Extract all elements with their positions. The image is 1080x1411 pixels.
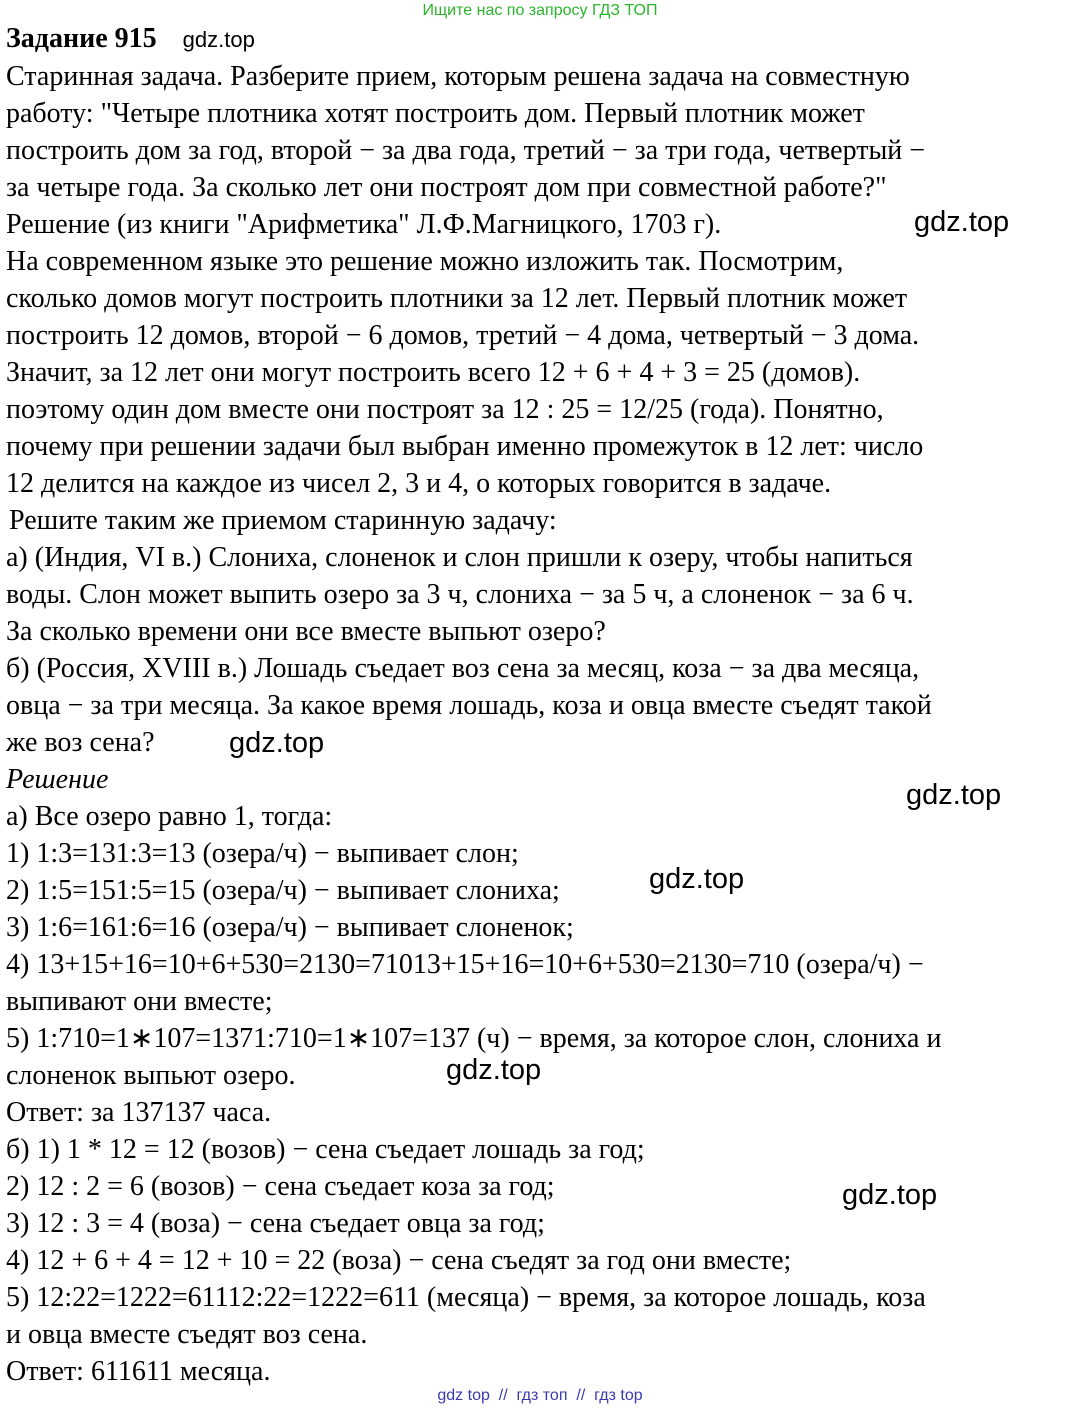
title-row	[6, 20, 255, 58]
text-line: б) (Россия, XVIII в.) Лошадь съедает воз сена за месяц, коза − за два месяца,	[6, 653, 920, 684]
search-hint-link[interactable]: Ищите нас по запросу ГДЗ ТОП	[422, 2, 658, 19]
text-line: построить дом за год, второй − за два года, третий − за три года, четвертый −	[6, 135, 926, 166]
text-line: слоненок выпьют озеро.	[6, 1060, 296, 1091]
page-title: Задание 915	[6, 23, 157, 54]
text-line: За сколько времени они все вместе выпьют озеро?	[6, 616, 606, 647]
text-line: же воз сена?	[6, 727, 155, 758]
text-line: 12 делится на каждое из чисел 2, 3 и 4, о которых говорится в задаче.	[6, 468, 832, 499]
text-line: б) 1) 1 * 12 = 12 (возов) − сена съедает лошадь за год;	[6, 1134, 645, 1165]
text-line: Значит, за 12 лет они могут построить всего 12 + 6 + 4 + 3 = 25 (домов).	[6, 357, 861, 388]
text-line: 3) 1:6=161:6=16 (озера/ч) − выпивает слоненок;	[6, 912, 574, 943]
text-line: почему при решении задачи был выбран именно промежуток в 12 лет: число	[6, 431, 924, 462]
text-line: 5) 1:710=1∗107=1371:710=1∗107=137 (ч) − время, за которое слон, слониха и	[6, 1023, 942, 1054]
text-line: 4) 13+15+16=10+6+530=2130=71013+15+16=10+6+530=2130=710 (озера/ч) −	[6, 949, 924, 980]
solution-heading: Решение	[6, 764, 109, 795]
text-line: 4) 12 + 6 + 4 = 12 + 10 = 22 (воза) − сена съедят за год они вместе;	[6, 1245, 792, 1276]
watermark-text: gdz.top	[446, 1054, 542, 1086]
text-line: Решите таким же приемом старинную задачу:	[9, 505, 557, 536]
watermark-text: gdz.top	[906, 779, 1002, 811]
answer-line: Ответ: 611611 месяца.	[6, 1356, 271, 1387]
text-line: 5) 12:22=1222=61112:22=1222=611 (месяца) − время, за которое лошадь, коза	[6, 1282, 926, 1313]
text-line: поэтому один дом вместе они построят за 12 : 25 = 12/25 (года). Понятно,	[6, 394, 884, 425]
answer-line: Ответ: за 137137 часа.	[6, 1097, 272, 1128]
text-line: за четыре года. За сколько лет они построят дом при совместной работе?"	[6, 172, 887, 203]
text-line: а) Все озеро равно 1, тогда:	[6, 801, 333, 832]
text-line: воды. Слон может выпить озеро за 3 ч, слониха − за 5 ч, а слоненок − за 6 ч.	[6, 579, 914, 610]
text-line: сколько домов могут построить плотники за 12 лет. Первый плотник может	[6, 283, 908, 314]
text-line: 3) 12 : 3 = 4 (воза) − сена съедает овца за год;	[6, 1208, 545, 1239]
watermark-text: gdz.top	[649, 863, 745, 895]
watermark-text: gdz.top	[914, 206, 1010, 238]
title-watermark: gdz.top	[182, 27, 255, 52]
text-line: а) (Индия, VI в.) Слониха, слоненок и слон пришли к озеру, чтобы напиться	[6, 542, 913, 573]
text-line: На современном языке это решение можно изложить так. Посмотрим,	[6, 246, 844, 277]
text-line: Решение (из книги "Арифметика" Л.Ф.Магницкого, 1703 г).	[6, 209, 722, 240]
watermark-text: gdz.top	[229, 727, 325, 759]
text-line: 1) 1:3=131:3=13 (озера/ч) − выпивает слон;	[6, 838, 519, 869]
text-line: построить 12 домов, второй − 6 домов, третий − 4 дома, четвертый − 3 дома.	[6, 320, 920, 351]
text-line: работу: "Четыре плотника хотят построить дом. Первый плотник может	[6, 98, 865, 129]
text-line: и овца вместе съедят воз сена.	[6, 1319, 368, 1350]
footer-links[interactable]: gdz top // гдз топ // гдз top	[437, 1387, 643, 1404]
text-line: 2) 12 : 2 = 6 (возов) − сена съедает коза за год;	[6, 1171, 555, 1202]
watermark-text: gdz.top	[842, 1179, 938, 1211]
text-line: 2) 1:5=151:5=15 (озера/ч) − выпивает слониха;	[6, 875, 560, 906]
text-line: выпивают они вместе;	[6, 986, 273, 1017]
text-line: Старинная задача. Разберите прием, которым решена задача на совместную	[6, 61, 910, 92]
text-line: овца − за три месяца. За какое время лошадь, коза и овца вместе съедят такой	[6, 690, 932, 721]
